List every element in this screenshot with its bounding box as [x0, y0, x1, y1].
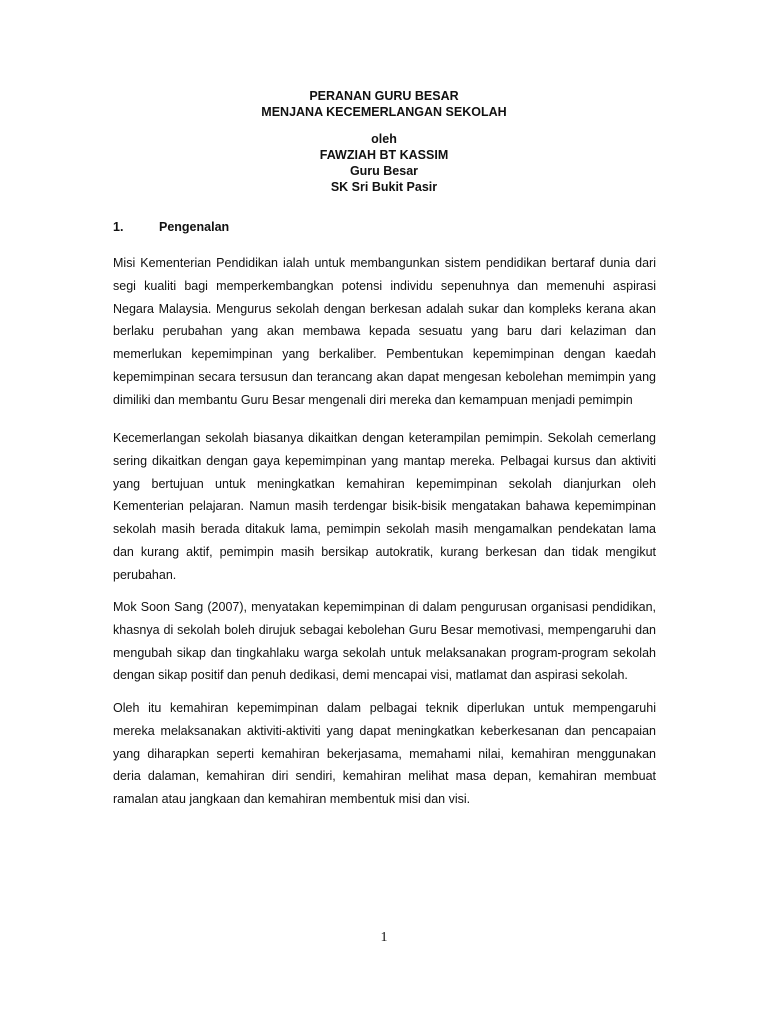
section-number: 1. — [113, 220, 124, 234]
author-role: Guru Besar — [349, 164, 419, 178]
title-line-1: PERANAN GURU BESAR — [309, 89, 459, 103]
author-name: FAWZIAH BT KASSIM — [319, 148, 449, 162]
section-title: Pengenalan — [159, 220, 230, 234]
paragraph-line: sekolah masih berada ditakuk lama, pemimpin sekolah masih mengamalkan pendekatan lama — [113, 522, 656, 537]
author-block — [0, 131, 768, 195]
paragraph-line: dengan sikap positif dan penuh dedikasi, demi mencapai visi, matlamat dan aspirasi sekolah. — [113, 668, 628, 683]
author-by: oleh — [371, 132, 397, 146]
paragraph-line: khasnya di sekolah boleh dirujuk sebagai kebolehan Guru Besar memotivasi, mempengaruhi dan — [113, 622, 656, 637]
paragraph-line: perubahan. — [113, 567, 177, 582]
paragraph-line: Mok Soon Sang (2007), menyatakan kepemimpinan di dalam pengurusan organisasi pendidikan, — [113, 600, 656, 614]
paragraph-4 — [113, 697, 656, 811]
paragraph-line: mengubah sikap dan tingkahlaku warga sekolah untuk melaksanakan program-program sekolah — [113, 645, 656, 660]
paragraph-line: Kecemerlangan sekolah biasanya dikaitkan dengan keterampilan pemimpin. Sekolah cemerlang — [113, 431, 656, 445]
author-school: SK Sri Bukit Pasir — [330, 180, 438, 194]
paragraph-3 — [113, 596, 656, 687]
paragraph-line: sering dikaitkan dengan gaya kepemimpinan yang mantap mereka. Pelbagai kursus dan aktiviti — [113, 453, 656, 468]
paragraph-line: berlaku perubahan yang akan membawa kepada sesuatu yang baru dari kelaziman dan — [113, 324, 656, 339]
paragraph-line: memerlukan kepemimpinan yang berkaliber. Pembentukan kepemimpinan dengan kaedah — [113, 347, 656, 362]
paragraph-line: Oleh itu kemahiran kepemimpinan dalam pelbagai teknik diperlukan untuk mempengaruhi — [113, 701, 656, 715]
section-heading — [113, 219, 229, 235]
title-line-2: MENJANA KECEMERLANGAN SEKOLAH — [261, 105, 507, 119]
page-number: 1 — [380, 930, 388, 945]
paragraph-line: Misi Kementerian Pendidikan ialah untuk membangunkan sistem pendidikan bertaraf dunia dari — [113, 256, 656, 270]
paragraph-line: ramalan atau jangkaan dan kemahiran membentuk misi dan visi. — [113, 792, 471, 807]
paragraph-line: kepemimpinan secara tersusun dan terancang akan dapat mengesan kebolehan memimpin yang — [113, 369, 656, 384]
paragraph-line: dimiliki dan membantu Guru Besar mengenali diri mereka dan kemampuan menjadi pemimpin — [113, 392, 633, 407]
paragraph-line: yang diharapkan seperti kemahiran bekerjasama, memahami nilai, kemahiran menggunakan — [113, 746, 656, 761]
document-title — [0, 88, 768, 120]
paragraph-line: yang bertujuan untuk meningkatkan kemahiran kepemimpinan sekolah dianjurkan oleh — [113, 476, 656, 491]
paragraph-line: Negara Malaysia. Mengurus sekolah dengan berkesan adalah sukar dan kompleks kerana akan — [113, 301, 656, 316]
paragraph-line: segi kualiti bagi memperkembangkan potensi individu sepenuhnya dan memenuhi aspirasi — [113, 278, 656, 293]
paragraph-2 — [113, 427, 656, 587]
paragraph-line: mereka melaksanakan aktiviti-aktiviti yang dapat meningkatkan keberkesanan dan pencapaian — [113, 723, 656, 738]
paragraph-line: deria dalaman, kemahiran diri sendiri, kemahiran melihat masa depan, kemahiran membuat — [113, 769, 656, 784]
paragraph-1 — [113, 252, 656, 412]
paragraph-line: dan kurang aktif, pemimpin masih bersikap autokratik, kurang berkesan dan tidak mengikut — [113, 544, 656, 559]
paragraph-line: Kementerian pelajaran. Namun masih terdengar bisik-bisik mengatakan bahawa kepemimpinan — [113, 499, 656, 514]
